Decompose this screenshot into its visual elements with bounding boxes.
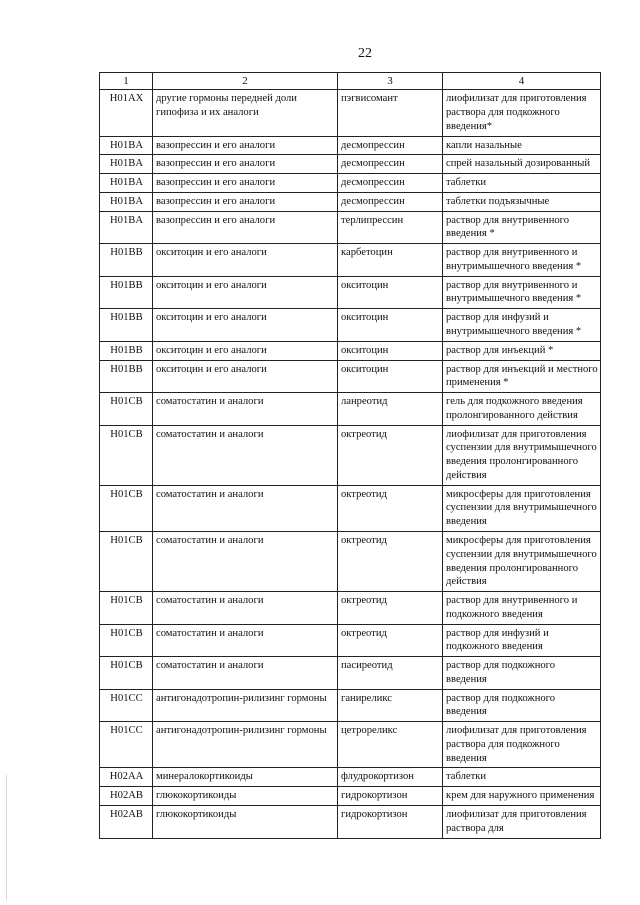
dosage-form-cell: крем для наружного применения (443, 787, 601, 806)
substance-cell: десмопрессин (338, 136, 443, 155)
dosage-form-cell: спрей назальный дозированный (443, 155, 601, 174)
group-cell: другие гормоны передней доли гипофиза и их аналоги (153, 90, 338, 136)
dosage-form-cell: раствор для внутривенного и подкожного введения (443, 592, 601, 625)
drug-table (99, 72, 601, 839)
atc-code-cell: H01CB (100, 531, 153, 591)
dosage-form-cell: раствор для инъекций и местного применения * (443, 360, 601, 393)
substance-cell: карбетоцин (338, 244, 443, 277)
atc-code-cell: H01BB (100, 309, 153, 342)
group-cell: вазопрессин и его аналоги (153, 136, 338, 155)
table-row (100, 244, 601, 277)
table-row (100, 425, 601, 485)
table-row (100, 155, 601, 174)
atc-code-cell: H02AB (100, 787, 153, 806)
table-row (100, 192, 601, 211)
dosage-form-cell: таблетки (443, 768, 601, 787)
atc-code-cell: H01AX (100, 90, 153, 136)
atc-code-cell: H01BB (100, 244, 153, 277)
substance-cell: гидрокортизон (338, 787, 443, 806)
dosage-form-cell: раствор для подкожного введения (443, 689, 601, 722)
substance-cell: окситоцин (338, 276, 443, 309)
substance-cell: десмопрессин (338, 192, 443, 211)
atc-code-cell: H01BA (100, 155, 153, 174)
dosage-form-cell: микросферы для приготовления суспензии для внутримышечного введения пролонгированного действия (443, 531, 601, 591)
dosage-form-cell: лиофилизат для приготовления раствора для подкожного введения (443, 722, 601, 768)
substance-cell: ганиреликс (338, 689, 443, 722)
dosage-form-cell: раствор для инфузий и подкожного введения (443, 624, 601, 657)
table-row (100, 485, 601, 531)
table-body (100, 90, 601, 838)
dosage-form-cell: таблетки (443, 174, 601, 193)
substance-cell: терлипрессин (338, 211, 443, 244)
group-cell: соматостатин и аналоги (153, 485, 338, 531)
atc-code-cell: H01BB (100, 341, 153, 360)
atc-code-cell: H01CB (100, 425, 153, 485)
column-header-1: 1 (100, 73, 153, 90)
group-cell: окситоцин и его аналоги (153, 360, 338, 393)
atc-code-cell: H01BA (100, 192, 153, 211)
table-header-row (100, 73, 601, 90)
dosage-form-cell: раствор для инъекций * (443, 341, 601, 360)
atc-code-cell: H02AB (100, 805, 153, 838)
table-row (100, 211, 601, 244)
table-row (100, 768, 601, 787)
page-number: 22 (358, 46, 372, 61)
column-header-3: 3 (338, 73, 443, 90)
table-row (100, 689, 601, 722)
substance-cell: октреотид (338, 592, 443, 625)
dosage-form-cell: раствор для инфузий и внутримышечного введения * (443, 309, 601, 342)
substance-cell: пэгвисомант (338, 90, 443, 136)
atc-code-cell: H01CB (100, 485, 153, 531)
substance-cell: цетрореликс (338, 722, 443, 768)
atc-code-cell: H02AA (100, 768, 153, 787)
substance-cell: октреотид (338, 624, 443, 657)
group-cell: глюкокортикоиды (153, 805, 338, 838)
substance-cell: окситоцин (338, 309, 443, 342)
substance-cell: окситоцин (338, 360, 443, 393)
dosage-form-cell: микросферы для приготовления суспензии для внутримышечного введения (443, 485, 601, 531)
substance-cell: десмопрессин (338, 174, 443, 193)
atc-code-cell: H01CC (100, 722, 153, 768)
substance-cell: октреотид (338, 485, 443, 531)
substance-cell: октреотид (338, 425, 443, 485)
atc-code-cell: H01BB (100, 276, 153, 309)
dosage-form-cell: раствор для внутривенного и внутримышечного введения * (443, 244, 601, 277)
table-row (100, 624, 601, 657)
group-cell: антигонадотропин-рилизинг гормоны (153, 722, 338, 768)
group-cell: соматостатин и аналоги (153, 592, 338, 625)
atc-code-cell: H01CB (100, 592, 153, 625)
table-row (100, 174, 601, 193)
group-cell: вазопрессин и его аналоги (153, 192, 338, 211)
table-row (100, 309, 601, 342)
table-row (100, 657, 601, 690)
column-header-2: 2 (153, 73, 338, 90)
dosage-form-cell: гель для подкожного введения пролонгированного действия (443, 393, 601, 426)
group-cell: глюкокортикоиды (153, 787, 338, 806)
table-row (100, 722, 601, 768)
atc-code-cell: H01BA (100, 211, 153, 244)
substance-cell: гидрокортизон (338, 805, 443, 838)
group-cell: окситоцин и его аналоги (153, 309, 338, 342)
group-cell: соматостатин и аналоги (153, 425, 338, 485)
group-cell: окситоцин и его аналоги (153, 341, 338, 360)
atc-code-cell: H01BB (100, 360, 153, 393)
substance-cell: октреотид (338, 531, 443, 591)
table-row (100, 592, 601, 625)
atc-code-cell: H01CB (100, 624, 153, 657)
atc-code-cell: H01CB (100, 657, 153, 690)
group-cell: антигонадотропин-рилизинг гормоны (153, 689, 338, 722)
substance-cell: окситоцин (338, 341, 443, 360)
group-cell: соматостатин и аналоги (153, 624, 338, 657)
substance-cell: ланреотид (338, 393, 443, 426)
group-cell: соматостатин и аналоги (153, 393, 338, 426)
table-row (100, 341, 601, 360)
substance-cell: флудрокортизон (338, 768, 443, 787)
substance-cell: десмопрессин (338, 155, 443, 174)
table-row (100, 276, 601, 309)
group-cell: окситоцин и его аналоги (153, 276, 338, 309)
group-cell: вазопрессин и его аналоги (153, 155, 338, 174)
table-row (100, 136, 601, 155)
atc-code-cell: H01BA (100, 174, 153, 193)
group-cell: минералокортикоиды (153, 768, 338, 787)
group-cell: вазопрессин и его аналоги (153, 174, 338, 193)
dosage-form-cell: лиофилизат для приготовления суспензии для внутримышечного введения пролонгированного действия (443, 425, 601, 485)
substance-cell: пасиреотид (338, 657, 443, 690)
dosage-form-cell: раствор для внутривенного введения * (443, 211, 601, 244)
dosage-form-cell: раствор для внутривенного и внутримышечного введения * (443, 276, 601, 309)
dosage-form-cell: капли назальные (443, 136, 601, 155)
table-row (100, 531, 601, 591)
table-row (100, 393, 601, 426)
dosage-form-cell: лиофилизат для приготовления раствора для (443, 805, 601, 838)
group-cell: соматостатин и аналоги (153, 531, 338, 591)
atc-code-cell: H01BA (100, 136, 153, 155)
atc-code-cell: H01CB (100, 393, 153, 426)
table-row (100, 787, 601, 806)
dosage-form-cell: раствор для подкожного введения (443, 657, 601, 690)
table-row (100, 360, 601, 393)
scan-margin-line (6, 775, 7, 900)
dosage-form-cell: таблетки подъязычные (443, 192, 601, 211)
group-cell: окситоцин и его аналоги (153, 244, 338, 277)
column-header-4: 4 (443, 73, 601, 90)
atc-code-cell: H01CC (100, 689, 153, 722)
dosage-form-cell: лиофилизат для приготовления раствора для подкожного введения* (443, 90, 601, 136)
group-cell: вазопрессин и его аналоги (153, 211, 338, 244)
table-row (100, 805, 601, 838)
table-row (100, 90, 601, 136)
group-cell: соматостатин и аналоги (153, 657, 338, 690)
